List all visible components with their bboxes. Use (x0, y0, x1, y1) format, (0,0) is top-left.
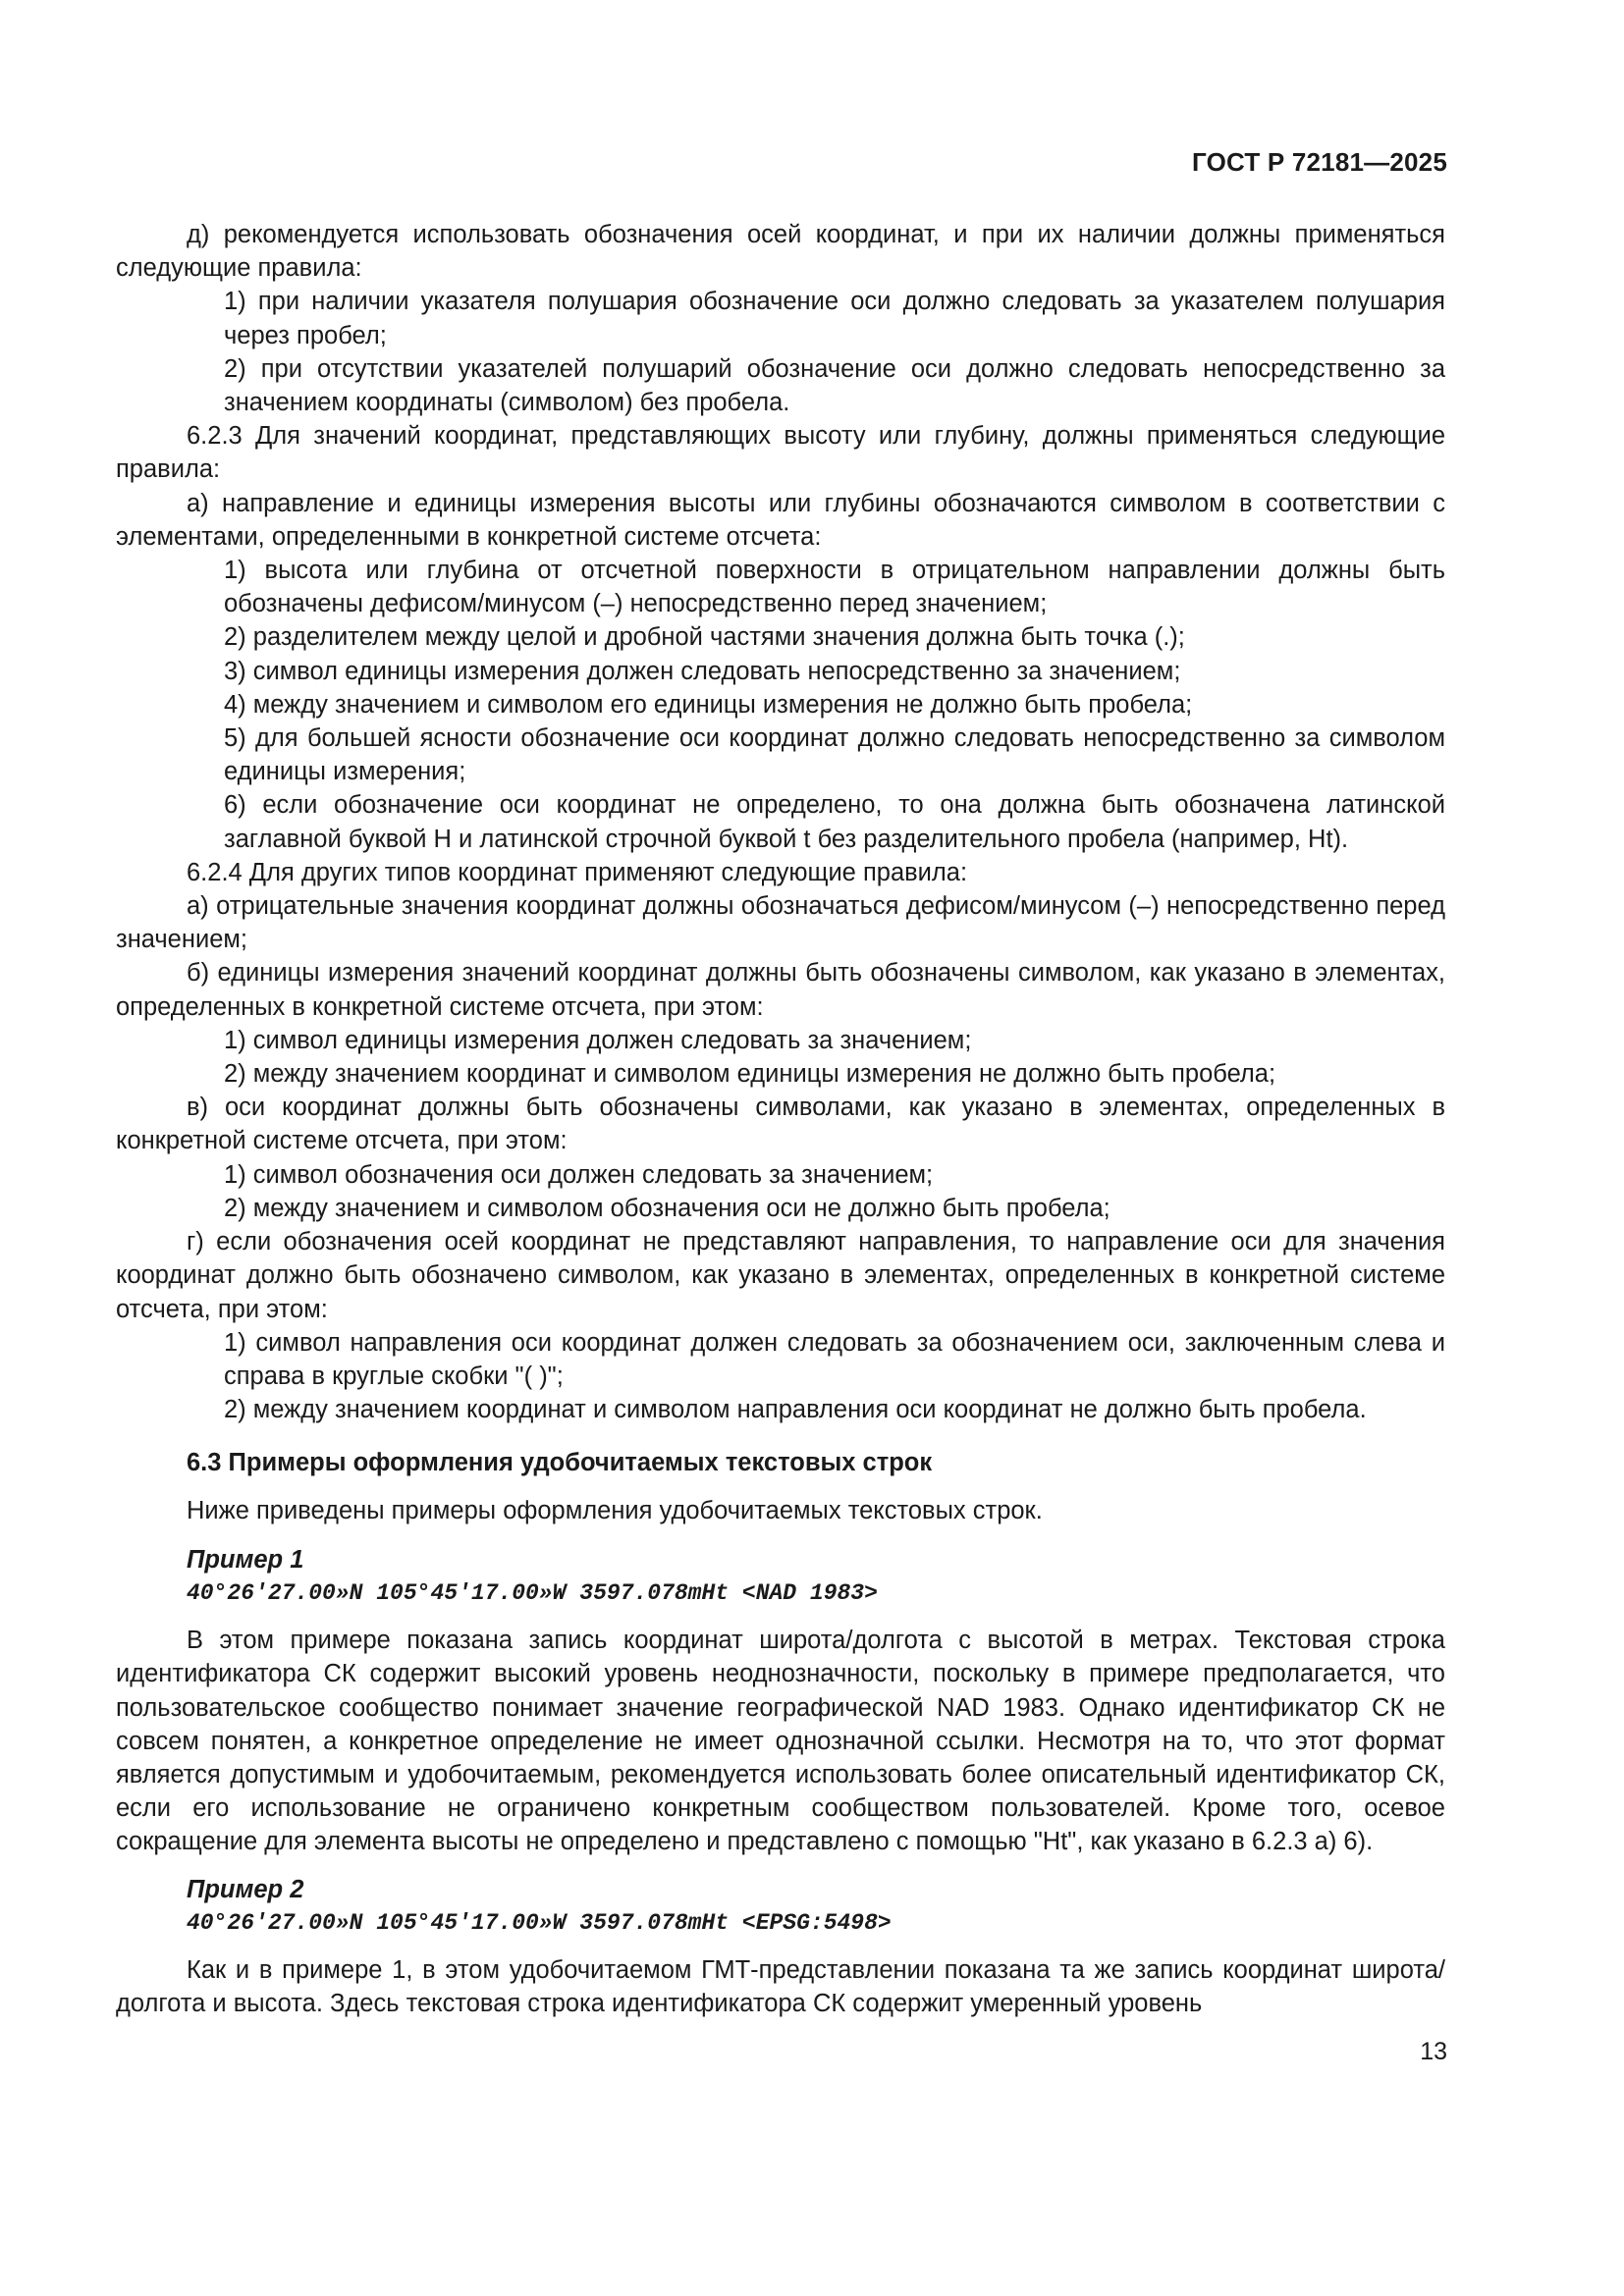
example-2-title: Пример 2 (187, 1875, 304, 1903)
paragraph: 6.2.4 Для других типов координат применяют следующие правила: (187, 858, 968, 886)
paragraph: 2) между значением координат и символом направления оси координат не должно быть пробела. (224, 1396, 1367, 1424)
paragraph: 1) символ направления оси координат должен следовать за обозначением оси, заключенным слева и справа в круглые скобки "( )"; (224, 1328, 1445, 1390)
example-1-code: 40°26′27.00»N 105°45′17.00»W 3597.078mHt <NAD 1983> (187, 1579, 878, 1606)
paragraph: а) отрицательные значения координат должны обозначаться дефисом/минусом (–) непосредственно перед значением; (116, 892, 1445, 954)
paragraph: а) направление и единицы измерения высоты или глубины обозначаются символом в соответствии с элементами, определенными в конкретной системе отсчета: (116, 489, 1445, 551)
document-body (116, 218, 1445, 2020)
section-lead-paragraph: Ниже приведены примеры оформления удобочитаемых текстовых строк. (187, 1496, 1043, 1524)
paragraph: г) если обозначения осей координат не представляют направления, то направление оси для значения координат должно быть обозначено символом, как указано в элементах, определенных в конкретной системе отсчета, при этом: (116, 1228, 1445, 1323)
paragraph: в) оси координат должны быть обозначены символами, как указано в элементах, определенных в конкретной системе отсчета, при этом: (116, 1094, 1445, 1155)
paragraph: 1) символ единицы измерения должен следовать за значением; (224, 1026, 972, 1054)
example-1-text: В этом примере показана запись координат широта/долгота с высотой в метрах. Текстовая строка идентификатора СК содержит высокий уровень неоднозначности, поскольку в примере предполагается, что пользовательское сообщество понимает значение географической NAD 1983. Однако идентификатор СК не совсем понятен, а конкретное определение не имеет однозначной ссылки. Несмотря на то, что этот формат является допустимым и удобочитаемым, рекомендуется использовать более описательный идентификатор СК, если его использование не ограничено конкретным сообществом пользователей. Кроме того, осевое сокращение для элемента высоты не определено и представлено с помощью "Ht", как указано в 6.2.3 а) 6). (116, 1627, 1445, 1856)
paragraph: 2) между значением координат и символом единицы измерения не должно быть пробела; (224, 1060, 1276, 1089)
paragraph: б) единицы измерения значений координат должны быть обозначены символом, как указано в элементах, определенных в конкретной системе отсчета, при этом: (116, 959, 1445, 1021)
paragraph: 1) символ обозначения оси должен следовать за значением; (224, 1160, 934, 1189)
paragraph: 4) между значением и символом его единицы измерения не должно быть пробела; (224, 690, 1193, 719)
paragraph: 5) для большей ясности обозначение оси координат должно следовать непосредственно за символом единицы измерения; (224, 724, 1445, 786)
paragraph: 2) разделителем между целой и дробной частями значения должна быть точка (.); (224, 623, 1185, 652)
example-2-code: 40°26′27.00»N 105°45′17.00»W 3597.078mHt <EPSG:5498> (187, 1909, 892, 1936)
paragraph: 1) при наличии указателя полушария обозначение оси должно следовать за указателем полушария через пробел; (224, 288, 1445, 349)
paragraph: 3) символ единицы измерения должен следовать непосредственно за значением; (224, 657, 1181, 685)
document-standard-id: ГОСТ Р 72181—2025 (1192, 147, 1447, 177)
section-heading: 6.3 Примеры оформления удобочитаемых текстовых строк (187, 1449, 933, 1477)
example-1-title: Пример 1 (187, 1545, 304, 1574)
paragraph: 1) высота или глубина от отсчетной поверхности в отрицательном направлении должны быть обозначены дефисом/минусом (–) непосредственно перед значением; (224, 557, 1445, 618)
paragraph-list (116, 218, 1445, 1426)
paragraph: 6) если обозначение оси координат не определено, то она должна быть обозначена латинской заглавной буквой H и латинской строчной буквой t без разделительного пробела (например, Ht). (224, 791, 1445, 853)
paragraph: д) рекомендуется использовать обозначения осей координат, и при их наличии должны применяться следующие правила: (116, 221, 1445, 283)
paragraph: 2) между значением и символом обозначения оси не должно быть пробела; (224, 1194, 1110, 1222)
paragraph: 2) при отсутствии указателей полушарий обозначение оси должно следовать непосредственно за значением координаты (символом) без пробела. (224, 354, 1445, 417)
paragraph: 6.2.3 Для значений координат, представляющих высоту или глубину, должны применяться следующие правила: (116, 422, 1445, 484)
example-2-text: Как и в примере 1, в этом удобочитаемом ГМТ-представлении показана та же запись координат широта/долгота и высота. Здесь текстовая строка идентификатора СК содержит умеренный уровень (116, 1955, 1445, 2018)
page-number: 13 (1420, 2038, 1447, 2065)
